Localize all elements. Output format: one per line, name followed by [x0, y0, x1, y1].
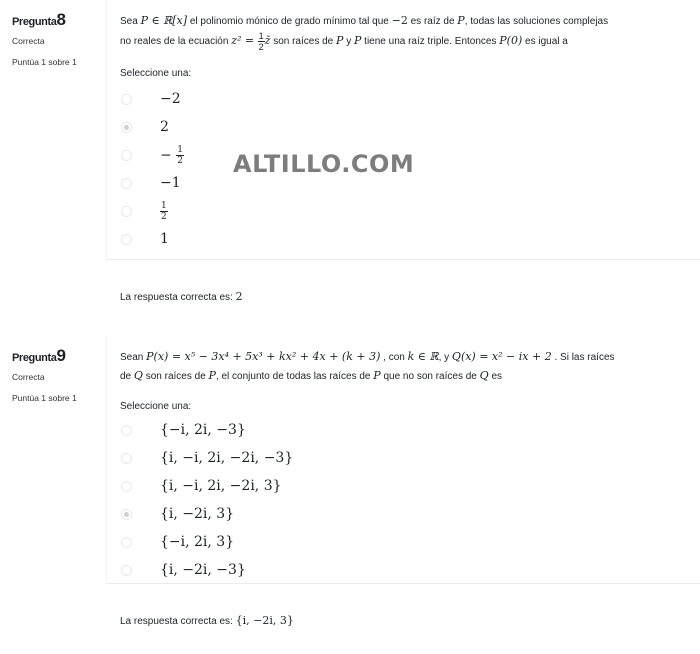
radio-button[interactable] — [121, 481, 132, 492]
radio-button[interactable] — [121, 537, 132, 548]
question-number: Pregunta9 — [12, 346, 65, 365]
radio-button[interactable] — [121, 565, 132, 576]
correct-answer-feedback: La respuesta correcta es: {i, −2i, 3} — [120, 614, 294, 627]
question-content — [106, 0, 700, 260]
select-prompt: Seleccione una: — [120, 68, 192, 79]
answer-option[interactable] — [121, 169, 184, 197]
fraction: $\frac{1}{2}$ — [258, 31, 264, 52]
answer-option[interactable] — [121, 416, 293, 444]
watermark: ALTILLO.COM — [233, 150, 415, 178]
answer-label: {−i, 2i, −3} — [160, 422, 246, 438]
answer-option[interactable] — [121, 197, 184, 225]
answer-label: {i, −2i, −3} — [160, 562, 246, 578]
radio-button[interactable] — [121, 425, 132, 436]
answer-label: {i, −2i, 3} — [160, 506, 235, 522]
answer-label: $\frac{1}{2}$ — [161, 200, 167, 222]
radio-button[interactable] — [121, 234, 132, 245]
answer-option[interactable] — [121, 500, 293, 528]
question-grade: Puntúa 1 sobre 1 — [12, 57, 77, 67]
answer-option[interactable] — [121, 556, 293, 584]
radio-button[interactable] — [121, 453, 132, 464]
select-prompt: Seleccione una: — [120, 401, 192, 412]
radio-button[interactable] — [121, 150, 132, 161]
question-content — [106, 336, 700, 584]
question-state: Correcta — [12, 372, 45, 382]
radio-button[interactable] — [121, 206, 132, 217]
correct-answer-feedback: La respuesta correcta es: 2 — [120, 290, 243, 303]
answer-label: 1 — [160, 231, 169, 247]
answer-label: {−i, 2i, 3} — [160, 534, 235, 550]
answer-option[interactable] — [121, 225, 184, 253]
answer-label: {i, −i, 2i, −2i, 3} — [160, 478, 282, 494]
answer-list — [121, 416, 293, 584]
answer-option[interactable] — [121, 113, 184, 141]
answer-label: −1 — [160, 175, 181, 191]
question-info — [12, 10, 104, 67]
question-state: Correcta — [12, 36, 45, 46]
answer-label: − $\frac{1}{2}$ — [160, 144, 183, 166]
question-grade: Puntúa 1 sobre 1 — [12, 393, 77, 403]
question-9 — [0, 336, 700, 654]
question-text: Sean P(x) = x⁵ − 3x⁴ + 5x³ + kx² + 4x + (k + 3) , con k ∈ ℝ, y Q(x) = x² − ix + 2 . Si las raíces de Q son raíces de P, el conjunto de todas las raíces de P que no son raíces de Q es — [120, 350, 615, 382]
answer-list — [121, 85, 184, 253]
radio-button-selected[interactable] — [121, 122, 132, 133]
answer-option[interactable] — [121, 528, 293, 556]
answer-option[interactable] — [121, 85, 184, 113]
question-text: Sea P ∈ ℝ[x] el polinomio mónico de grado mínimo tal que −2 es raíz de P, todas las soluciones complejas no reales de la ecuación z² = $\frac{1}{2}$ z̄ son raíces de P y P tiene una raíz triple. Entonces P(0) es igual a — [120, 14, 609, 52]
question-info — [12, 346, 104, 403]
answer-label: −2 — [160, 91, 181, 107]
radio-button[interactable] — [121, 178, 132, 189]
answer-option[interactable] — [121, 444, 293, 472]
radio-button[interactable] — [121, 94, 132, 105]
answer-option[interactable] — [121, 472, 293, 500]
answer-label: {i, −i, 2i, −2i, −3} — [160, 450, 294, 466]
question-number: Pregunta8 — [12, 10, 65, 29]
answer-label: 2 — [160, 119, 169, 135]
radio-button-selected[interactable] — [121, 509, 132, 520]
answer-option[interactable] — [121, 141, 184, 169]
